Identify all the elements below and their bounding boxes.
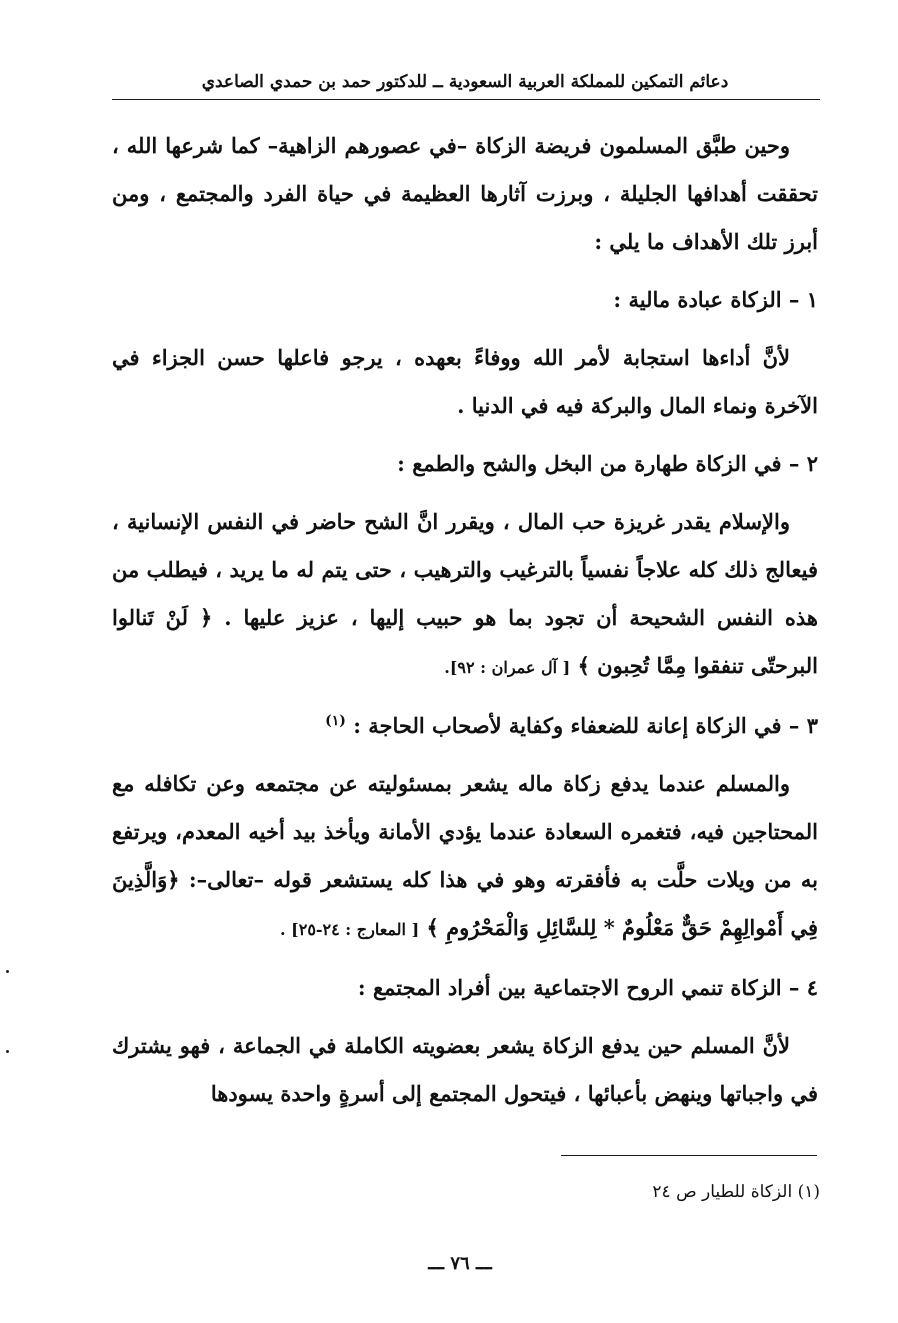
section-heading-2: ٢ – في الزكاة طهارة من البخل والشح والطمع :	[397, 451, 818, 476]
scan-speck	[6, 970, 9, 973]
quran-quote-1: ﴿ لَنْ تَنالوا البرحتّى تنفقوا مِمَّا تُحِبون ﴾	[112, 605, 818, 678]
running-header: دعائم التمكين للمملكة العربية السعودية ــ للدكتور حمد بن حمدي الصاعدي	[201, 72, 729, 92]
header-rule	[112, 99, 820, 100]
section-heading-1: ١ – الزكاة عبادة مالية :	[613, 287, 818, 312]
section-heading-3	[112, 702, 818, 750]
footnote-rule	[561, 1155, 817, 1156]
intro-paragraph: وحين طبَّق المسلمون فريضة الزكاة –في عصورهم الزاهية– كما شرعها الله ، تحققت أهدافها الجليلة ، وبرزت آثارها العظيمة في حياة الفرد والمجتمع ، ومن أبرز تلك الأهداف ما يلي :	[112, 133, 818, 254]
section-text-3-body: والمسلم عندما يدفع زكاة ماله يشعر بمسئوليته عن مجتمعه وعن تكافله مع المحتاجين فيه، فتغمره السعادة عندما يؤدي الأمانة ويأخذ بيد أخيه المعدم، ويرتفع به من ويلات حلَّت به فأفقرته وهو في هذا كله يستشعر قوله –تعالى–:	[112, 771, 819, 892]
page-number: ـــ ٧٦ ـــ	[428, 1253, 492, 1274]
quran-reference-1: [ آل عمران : ٩٢].	[444, 658, 571, 677]
section-text-4: لأنَّ المسلم حين يدفع الزكاة يشعر بعضويته الكاملة في الجماعة ، فهو يشترك في واجباتها وينهض بأعبائها ، فيتحول المجتمع إلى أسرةٍ واحدة يسودها	[112, 1033, 818, 1106]
body-text	[112, 122, 818, 1118]
section-text-2	[112, 498, 818, 692]
footnote-marker: (١)	[325, 713, 346, 729]
section-text-2-body: والإسلام يقدر غريزة حب المال ، ويقرر انَّ الشح حاضر في النفس الإنسانية ، فيعالج ذلك كله علاجاً نفسياً بالترغيب والترهيب ، حتى يتم له ما يريد ، فيطلب من هذه النفس الشحيحة أن تجود بما هو حبيب إليها ، عزيز عليها .	[112, 509, 818, 630]
scan-speck	[6, 1050, 9, 1053]
quran-reference-2: [ المعارج : ٢٤-٢٥] .	[280, 920, 420, 939]
section-text-1: لأنَّ أداءها استجابة لأمر الله ووفاءً بعهده ، يرجو فاعلها حسن الجزاء في الآخرة ونماء المال والبركة فيه في الدنيا .	[112, 345, 818, 418]
section-heading-3-text: ٣ – في الزكاة إعانة للضعفاء وكفاية لأصحاب الحاجة :	[353, 713, 818, 738]
footnote: (١) الزكاة للطيار ص ٢٤	[652, 1182, 820, 1202]
quran-quote-2: ﴿وَالَّذِينَ فِي أَمْوالِهِمْ حَقٌّ مَعْلُومٌ * لِلسَّائِلِ وَالْمَحْرُومِ ﴾	[112, 867, 818, 940]
section-text-3	[112, 760, 818, 954]
section-heading-4: ٤ – الزكاة تنمي الروح الاجتماعية بين أفراد المجتمع :	[357, 975, 818, 1000]
